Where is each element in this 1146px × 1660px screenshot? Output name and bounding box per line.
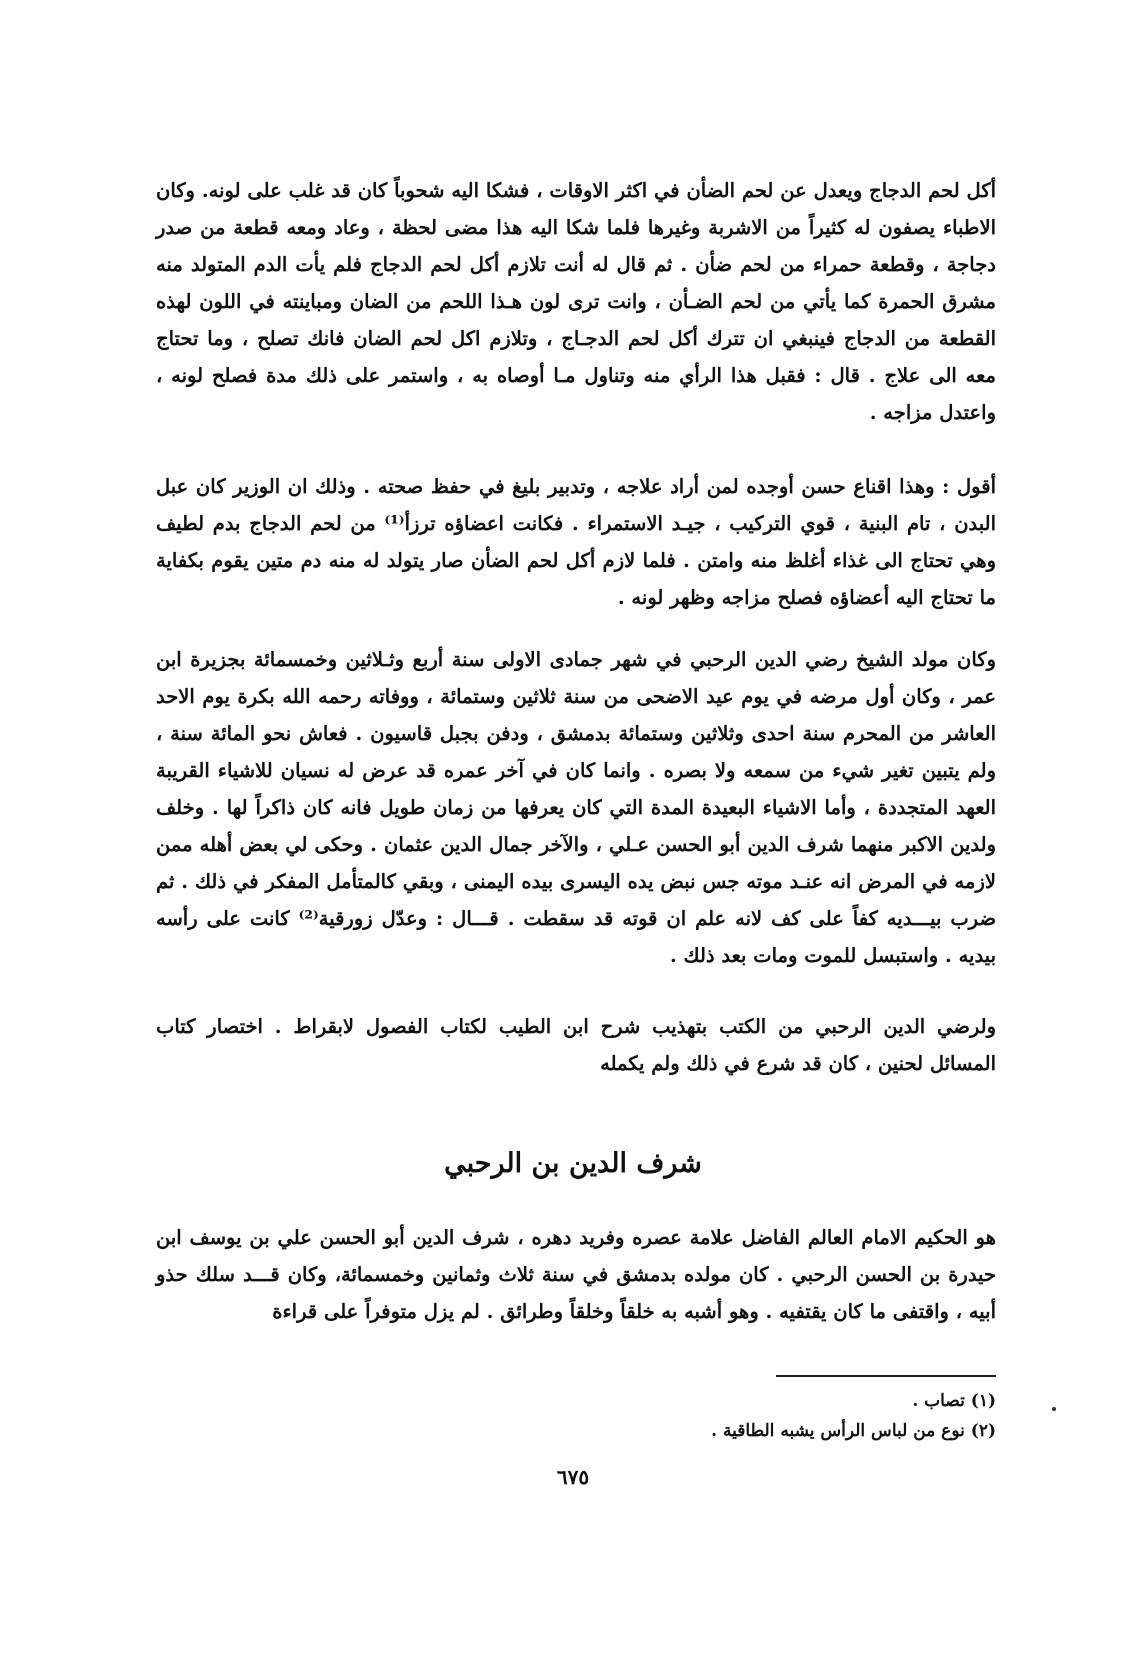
paragraph: هو الحكيم الامام العالم الفاضل علامة عصره وفريد دهره ، شرف الدين أبو الحسن علي بن يوسف ابن حيدرة بن الحسن الرحبي . كان مولده بدمشق في سنة ثلاث وثمانين وخمسمائة، وكان قـــد سلك حذو أبيه ، واقتفى ما كان يقتفيه . وهو أشبه به خلقاً وخلقاً وطرائق . لم يزل متوفراً على قراءة (156, 1226, 996, 1323)
paragraph: أكل لحم الدجاج ويعدل عن لحم الضأن في اكثر الاوقات ، فشكا اليه شحوباً كان قد غلب على لونه. وكان الاطباء يصفون له كثيراً من الاشربة وغيرها فلما شكا اليه هذا مضى لحظة ، وعاد ومعه قطعة من صدر دجاجة ، وقطعة حمراء من لحم ضأن . ثم قال له أنت تلازم أكل لحم الدجاج فلم يأت الدم المتولد منه مشرق الحمرة كما يأتي من لحم الضـأن ، وانت ترى لون هـذا اللحم من الضان ومباينته في اللون لهذه القطعة من الدجاج فينبغي ان تترك أكل لحم الدجـاج ، وتلازم اكل لحم الضان فانك تصلح ، وما تحتاج معه الى علاج . قال : فقبل هذا الرأي منه وتناول مـا أوصاه به ، واستمر على ذلك مدة فصلح لونه ، واعتدل مزاجه . (156, 179, 996, 424)
body-text-block (156, 1219, 996, 1330)
paragraph: ولرضي الدين الرحبي من الكتب بتهذيب شرح ابن الطيب لكتاب الفصول لابقراط . اختصار كتاب المسائل لحنين ، كان قد شرع في ذلك ولم يكمله (156, 1015, 996, 1075)
page-number: ٦٧٥ (556, 1465, 590, 1489)
paragraph: وكان مولد الشيخ رضي الدين الرحبي في شهر جمادى الاولى سنة أربع وثـلاثين وخمسمائة بجزيرة ابن عمر ، وكان أول مرضه في يوم عيد الاضحى من سنة ثلاثين وستمائة ، ووفاته رحمه الله بكرة يوم الاحد العاشر من المحرم سنة احدى وثلاثين وستمائة بدمشق ، ودفن بجبل قاسيون . فعاش نحو المائة سنة ، ولم يتبين تغير شيء من سمعه ولا بصره . وانما كان في آخر عمره قد عرض له نسيان للاشياء القريبة العهد المتجددة ، وأما الاشياء البعيدة المدة التي كان يعرفها من زمان طويل فانه كان ذاكراً لها . وخلف ولدين الاكبر منهما شرف الدين أبو الحسن عـلي ، والآخر جمال الدين عثمان . وحكى لي بعض أهله ممن لازمه في المرض انه عنـد موته جس نبض يده اليسرى بيده اليمنى ، وبقي كالمتأمل المفكر في ذلك . ثم ضرب بيـــديه كفاً على كف لانه علم ان قوته قد سقطت . قـــال : وعدّل زورقية⁽²⁾ كانت على رأسه بيديه . واستبسل للموت ومات بعد ذلك . (156, 648, 996, 967)
body-text-block (156, 468, 996, 616)
footnote: (١) تصاب . (912, 1391, 996, 1411)
footnotes (496, 1386, 996, 1446)
body-text-block (156, 1008, 996, 1082)
paragraph: أقول : وهذا اقناع حسن أوجده لمن أراد علاجه ، وتدبير بليغ في حفظ صحته . وذلك ان الوزير كان عبل البدن ، تام البنية ، قوي التركيب ، جيـد الاستمراء . فكانت اعضاؤه ترزأ⁽¹⁾ من لحم الدجاج بدم لطيف وهي تحتاج الى غذاء أغلظ منه وامتن . فلما لازم أكل لحم الضأن صار يتولد له منه دم متين يقوم بكفاية ما تحتاج اليه أعضاؤه فصلح مزاجه وظهر لونه . (156, 475, 996, 609)
body-text-block (156, 172, 996, 431)
margin-dot (1052, 1407, 1056, 1411)
footnote-divider (776, 1375, 996, 1377)
footnote: (٢) نوع من لباس الرأس يشبه الطاقية . (711, 1421, 996, 1441)
section-heading: شرف الدين بن الرحبي (444, 1148, 702, 1179)
body-text-block (156, 641, 996, 974)
